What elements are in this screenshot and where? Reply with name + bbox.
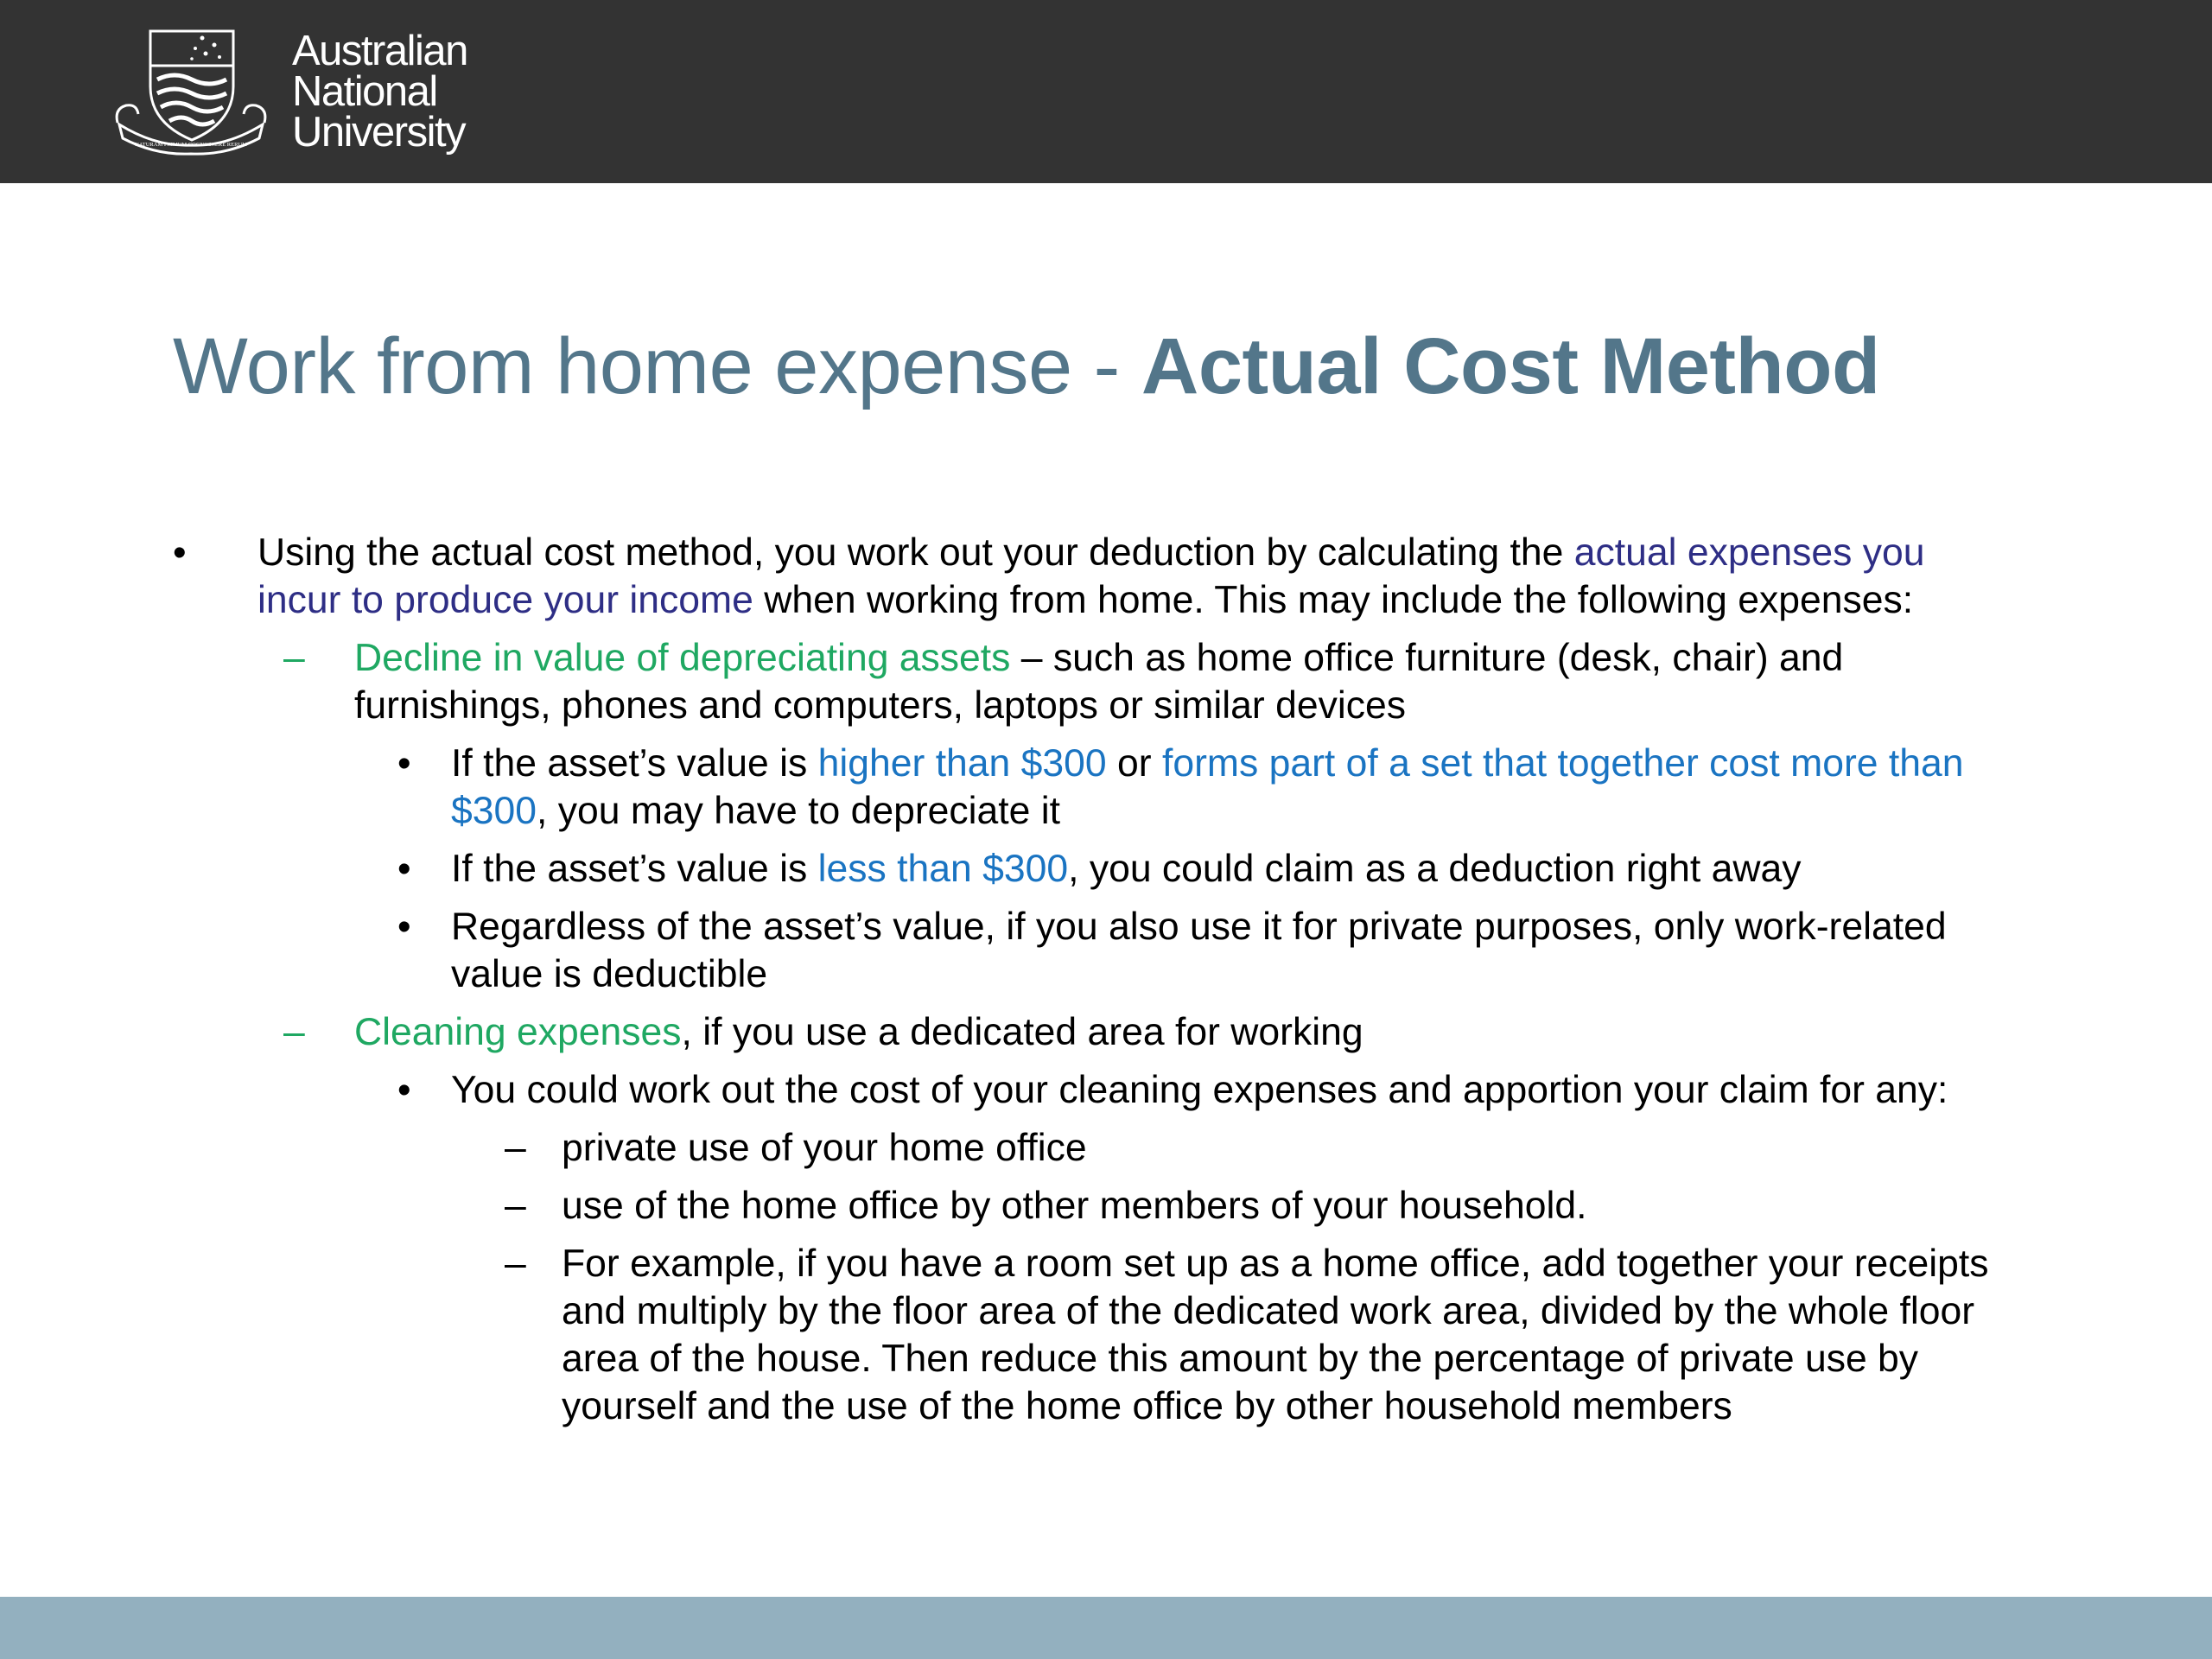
bullet-marker: • <box>397 906 411 948</box>
dash-marker: – <box>283 637 305 679</box>
logo-line-1: Australian <box>292 28 467 74</box>
bullet-marker: • <box>397 1069 411 1111</box>
title-bold: Actual Cost Method <box>1141 322 1880 410</box>
bullet-marker: • <box>397 848 411 890</box>
dash-cleaning-expenses: – Cleaning expenses, if you use a dedicated area for working <box>0 1008 2212 1056</box>
dash-marker: – <box>505 1243 526 1285</box>
bullet-marker: • <box>397 742 411 785</box>
logo-line-2: National <box>292 68 437 115</box>
logo-wordmark <box>292 28 467 156</box>
highlight-actual-expenses: actual expenses you incur to produce your income <box>257 531 1925 621</box>
dash-household-use: – use of the home office by other members of your household. <box>0 1182 2212 1230</box>
footer-bar <box>0 1597 2212 1659</box>
bullet-intro: • Using the actual cost method, you work out your deduction by calculating the actual expenses you incur to produce your income when working from home. This may include the following expenses: <box>0 529 2212 624</box>
anu-logo <box>112 26 467 156</box>
bullet-asset-higher: • If the asset’s value is higher than $300 or forms part of a set that together cost more than $300, you may have to depreciate it <box>0 740 2212 835</box>
dash-marker: – <box>505 1127 526 1169</box>
anu-crest-icon <box>112 26 270 156</box>
slide-title <box>173 321 1880 412</box>
highlight-less-than-300: less than $300 <box>817 848 1069 890</box>
dash-marker: – <box>283 1011 305 1053</box>
bullet-asset-private: • Regardless of the asset’s value, if you also use it for private purposes, only work-related value is deductible <box>0 903 2212 998</box>
dash-example: – For example, if you have a room set up as a home office, add together your receipts and multiply by the floor area of the dedicated work area, divided by the whole floor area of the house. Then reduce this amount by the percentage of private use by yourself and the use of the home office by other household members <box>0 1240 2212 1430</box>
title-regular: Work from home expense - <box>173 322 1141 410</box>
highlight-forms-part-of-set: forms part of a set that together cost more than $300 <box>451 742 1964 832</box>
dash-private-use: – private use of your home office <box>0 1124 2212 1172</box>
header-bar <box>0 0 2212 183</box>
logo-line-3: University <box>292 109 466 156</box>
highlight-higher-than-300: higher than $300 <box>817 742 1107 785</box>
highlight-cleaning-expenses: Cleaning expenses <box>354 1011 682 1053</box>
dash-marker: – <box>505 1185 526 1227</box>
bullet-asset-lower: • If the asset’s value is less than $300, you could claim as a deduction right away <box>0 845 2212 893</box>
highlight-decline-in-value: Decline in value of depreciating assets <box>354 637 1011 679</box>
dash-decline-in-value: – Decline in value of depreciating assets – such as home office furniture (desk, chair) and furnishings, phones and computers, laptops or similar devices <box>0 634 2212 729</box>
slide-content <box>0 529 2212 1440</box>
bullet-cleaning-apportion: • You could work out the cost of your cleaning expenses and apportion your claim for any: <box>0 1066 2212 1114</box>
svg-text:NATURAM PRIMUM COGNOSCERE RERU: NATURAM PRIMUM COGNOSCERE RERUM <box>135 142 247 148</box>
bullet-marker: • <box>173 531 187 574</box>
